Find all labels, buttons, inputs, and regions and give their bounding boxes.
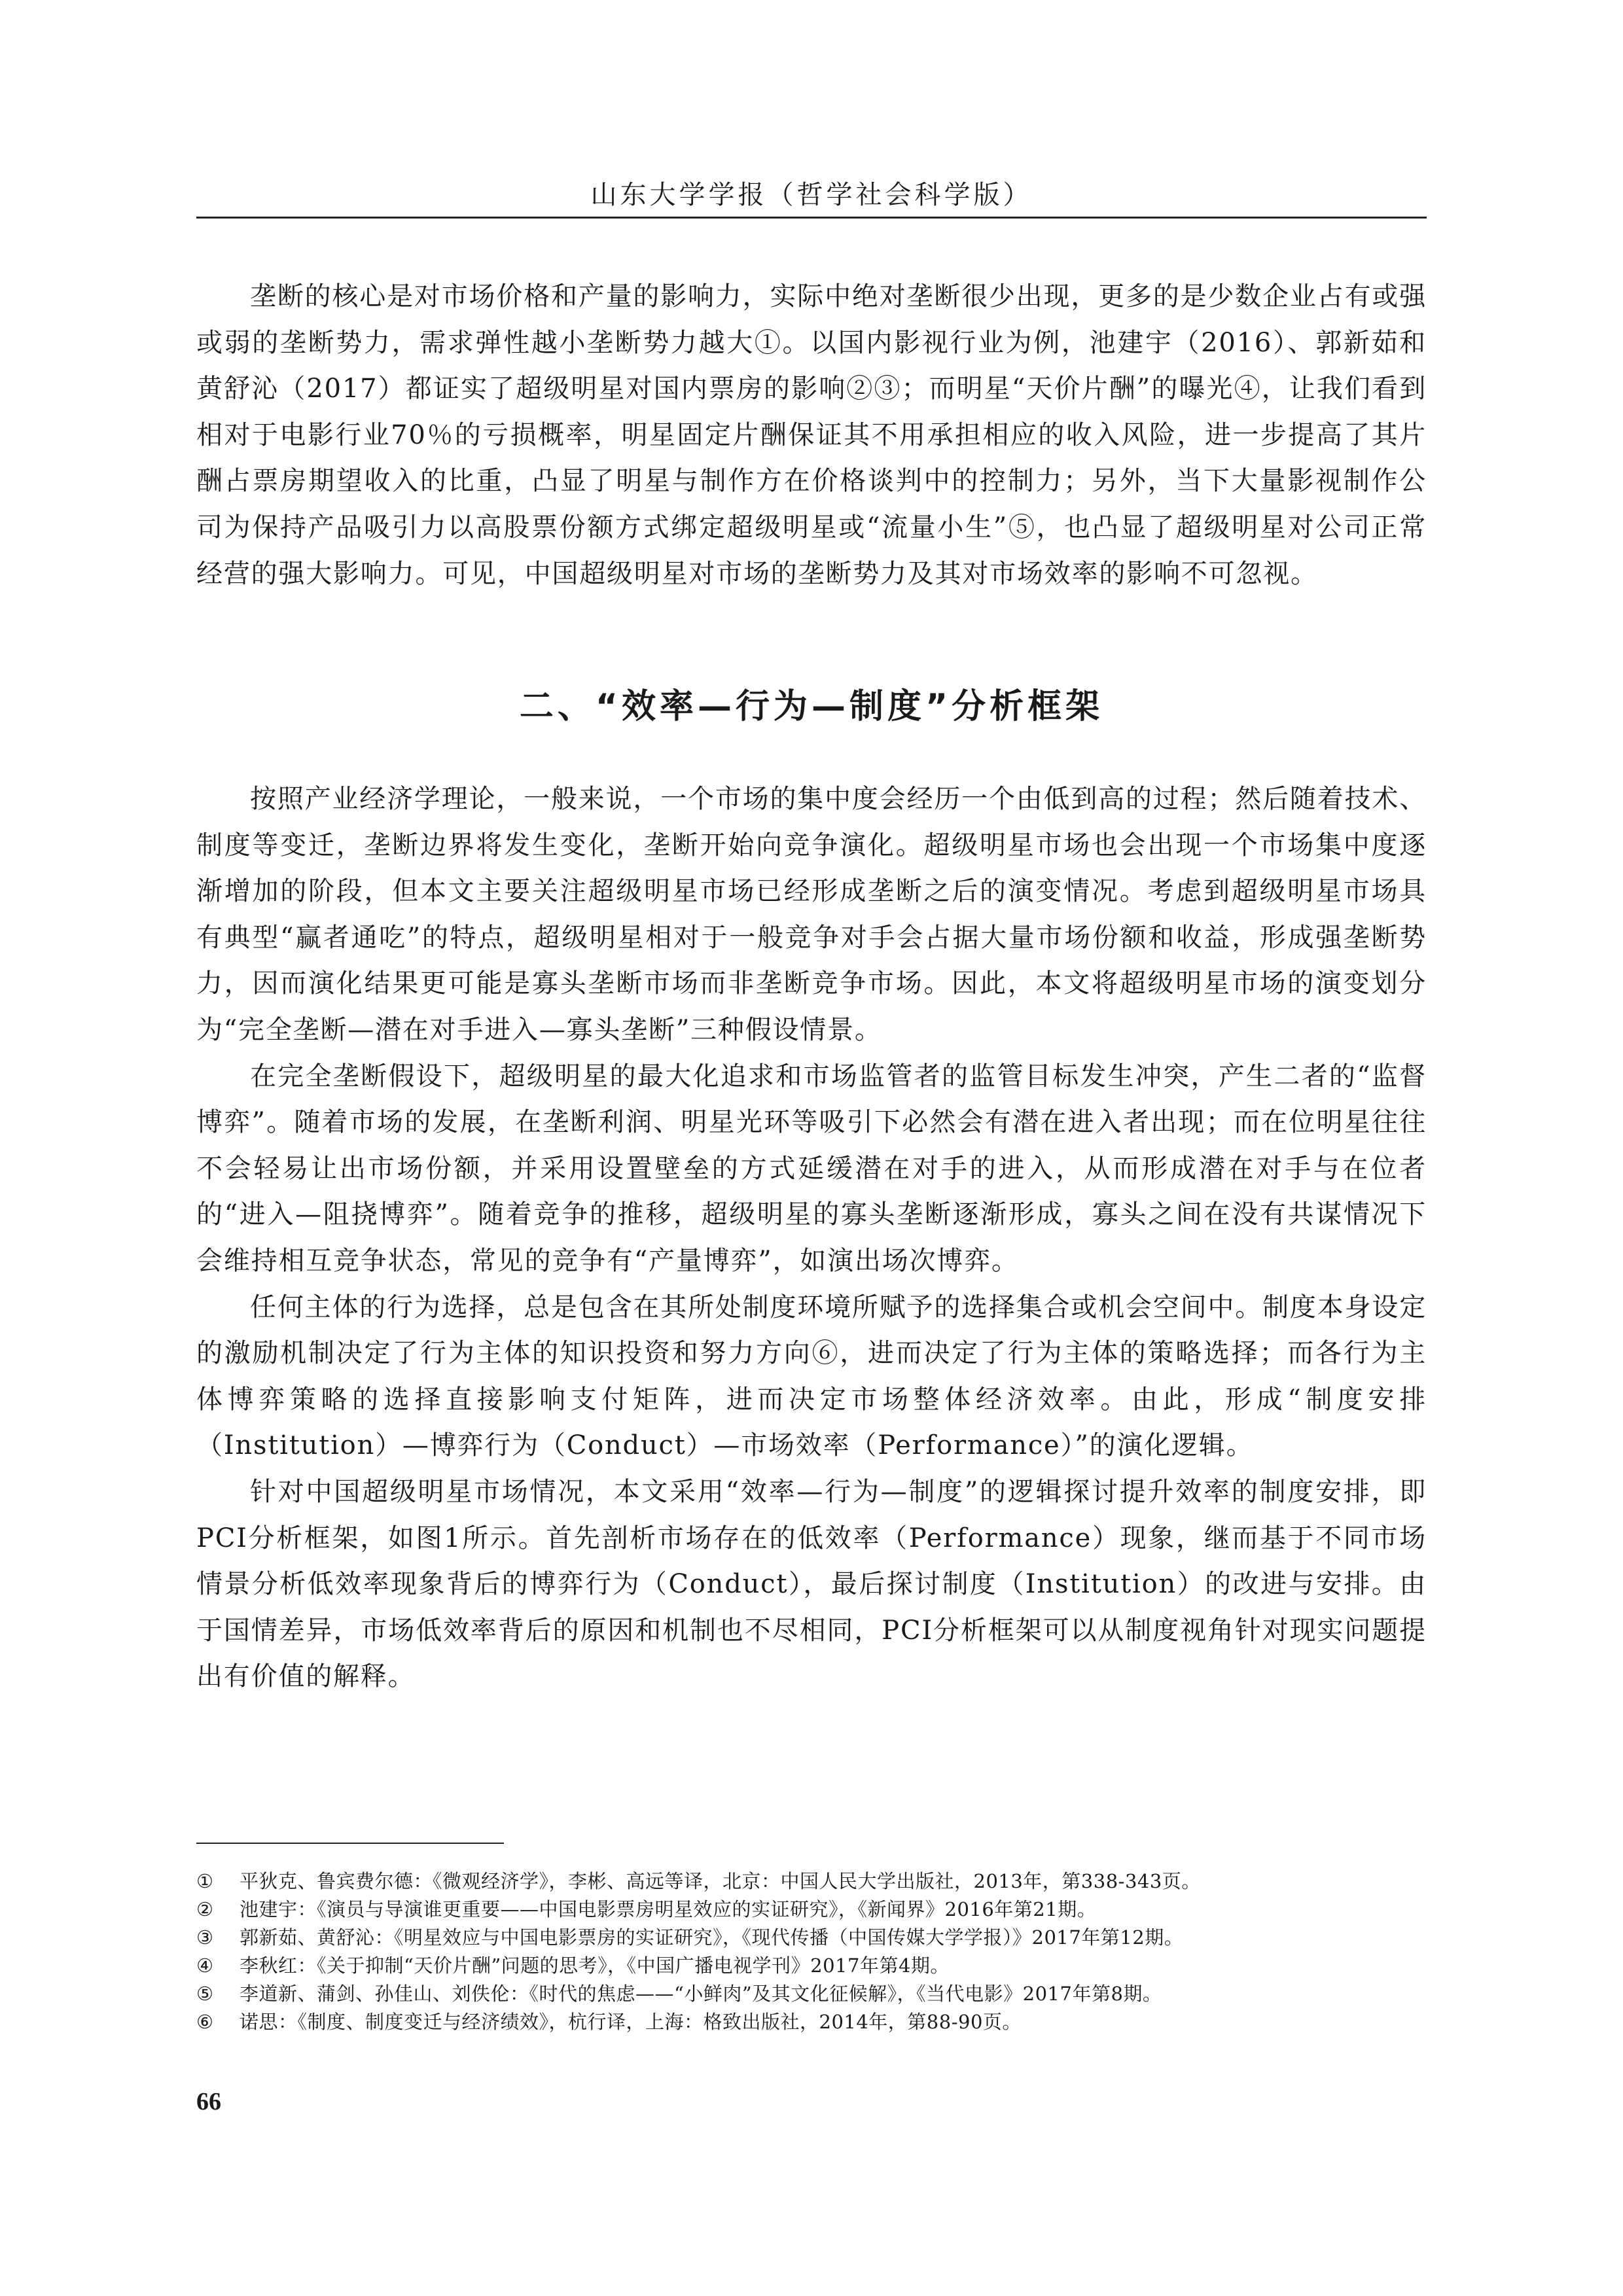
- footnote-mark: ③: [196, 1926, 214, 1949]
- footnote-mark: ⑤: [196, 1983, 214, 2005]
- footnote-mark: ④: [196, 1954, 214, 1977]
- footnote: [196, 2008, 1427, 2036]
- footnote: [196, 1896, 1427, 1924]
- paragraph: 在完全垄断假设下，超级明星的最大化追求和市场监管者的监管目标发生冲突，产生二者的“监督博弈”。随着市场的发展，在垄断利润、明星光环等吸引下必然会有潜在进入者出现；而在位明星往往不会轻易让出市场份额，并采用设置壁垒的方式延缓潜在对手的进入，从而形成潜在对手与在位者的“进入—阻挠博弈”。随着竞争的推移，超级明星的寡头垄断逐渐形成，寡头之间在没有共谋情况下会维持相互竞争状态，常见的竞争有“产量博弈”，如演出场次博弈。: [196, 1061, 1427, 1276]
- body-text-before-heading: [196, 274, 1427, 597]
- footnote-mark: ⑥: [196, 2011, 214, 2033]
- paragraph: 按照产业经济学理论，一般来说，一个市场的集中度会经历一个由低到高的过程；然后随着技术、制度等变迁，垄断边界将发生变化，垄断开始向竞争演化。超级明星市场也会出现一个市场集中度逐渐增加的阶段，但本文主要关注超级明星市场已经形成垄断之后的演变情况。考虑到超级明星市场具有典型“赢者通吃”的特点，超级明星相对于一般竞争对手会占据大量市场份额和收益，形成强垄断势力，因而演化结果更可能是寡头垄断市场而非垄断竞争市场。因此，本文将超级明星市场的演变划分为“完全垄断—潜在对手进入—寡头垄断”三种假设情景。: [196, 784, 1427, 1045]
- footnote-mark: ②: [196, 1898, 214, 1920]
- footnote: [196, 1924, 1427, 1952]
- footnote-text: 李道新、蒲剑、孙佳山、刘佚伦：《时代的焦虑——“小鲜肉”及其文化征候解》，《当代电影》2017年第8期。: [240, 1983, 1162, 2005]
- footnote-text: 李秋红：《关于抑制“天价片酬”问题的思考》，《中国广播电视学刊》2017年第4期。: [240, 1954, 950, 1977]
- body-text-after-heading: [196, 776, 1427, 1700]
- paragraph: 针对中国超级明星市场情况，本文采用“效率—行为—制度”的逻辑探讨提升效率的制度安排，即PCI分析框架，如图1所示。首先剖析市场存在的低效率（Performance）现象，继而基于不同市场情景分析低效率现象背后的博弈行为（Conduct），最后探讨制度（Institution）的改进与安排。由于国情差异，市场低效率背后的原因和机制也不尽相同，PCI分析框架可以从制度视角针对现实问题提出有价值的解释。: [196, 1476, 1427, 1692]
- footnote: [196, 1867, 1427, 1896]
- header-rule: [196, 217, 1427, 219]
- running-head: 山东大学学报（哲学社会科学版）: [590, 180, 1033, 210]
- footnote: [196, 1980, 1427, 2008]
- section-heading: 二、“效率—行为—制度”分析框架: [519, 687, 1104, 726]
- paragraph: 任何主体的行为选择，总是包含在其所处制度环境所赋予的选择集合或机会空间中。制度本身设定的激励机制决定了行为主体的知识投资和努力方向⑥，进而决定了行为主体的策略选择；而各行为主体博弈策略的选择直接影响支付矩阵，进而决定市场整体经济效率。由此，形成“制度安排（Institution）—博弈行为（Conduct）—市场效率（Performance）”的演化逻辑。: [196, 1292, 1427, 1461]
- paragraph: 垄断的核心是对市场价格和产量的影响力，实际中绝对垄断很少出现，更多的是少数企业占有或强或弱的垄断势力，需求弹性越小垄断势力越大①。以国内影视行业为例，池建宇（2016）、郭新茹和黄舒沁（2017）都证实了超级明星对国内票房的影响②③；而明星“天价片酬”的曝光④，让我们看到相对于电影行业70％的亏损概率，明星固定片酬保证其不用承担相应的收入风险，进一步提高了其片酬占票房期望收入的比重，凸显了明星与制作方在价格谈判中的控制力；另外，当下大量影视制作公司为保持产品吸引力以高股票份额方式绑定超级明星或“流量小生”⑤，也凸显了超级明星对公司正常经营的强大影响力。可见，中国超级明星对市场的垄断势力及其对市场效率的影响不可忽视。: [196, 281, 1427, 589]
- footnote-text: 郭新茹、黄舒沁：《明星效应与中国电影票房的实证研究》，《现代传播（中国传媒大学学报）》2017年第12期。: [240, 1926, 1184, 1949]
- page-number: 66: [196, 2088, 221, 2115]
- footnotes: [196, 1867, 1427, 2036]
- footnote-text: 诺思：《制度、制度变迁与经济绩效》，杭行译，上海：格致出版社，2014年，第88-90页。: [240, 2011, 1022, 2033]
- footnote-rule: [196, 1843, 504, 1844]
- footnote-mark: ①: [196, 1870, 214, 1892]
- footnote-text: 平狄克、鲁宾费尔德：《微观经济学》，李彬、高远等译，北京：中国人民大学出版社，2013年，第338-343页。: [240, 1870, 1201, 1892]
- footnote: [196, 1952, 1427, 1980]
- footnote-text: 池建宇：《演员与导演谁更重要——中国电影票房明星效应的实证研究》，《新闻界》2016年第21期。: [240, 1898, 1097, 1920]
